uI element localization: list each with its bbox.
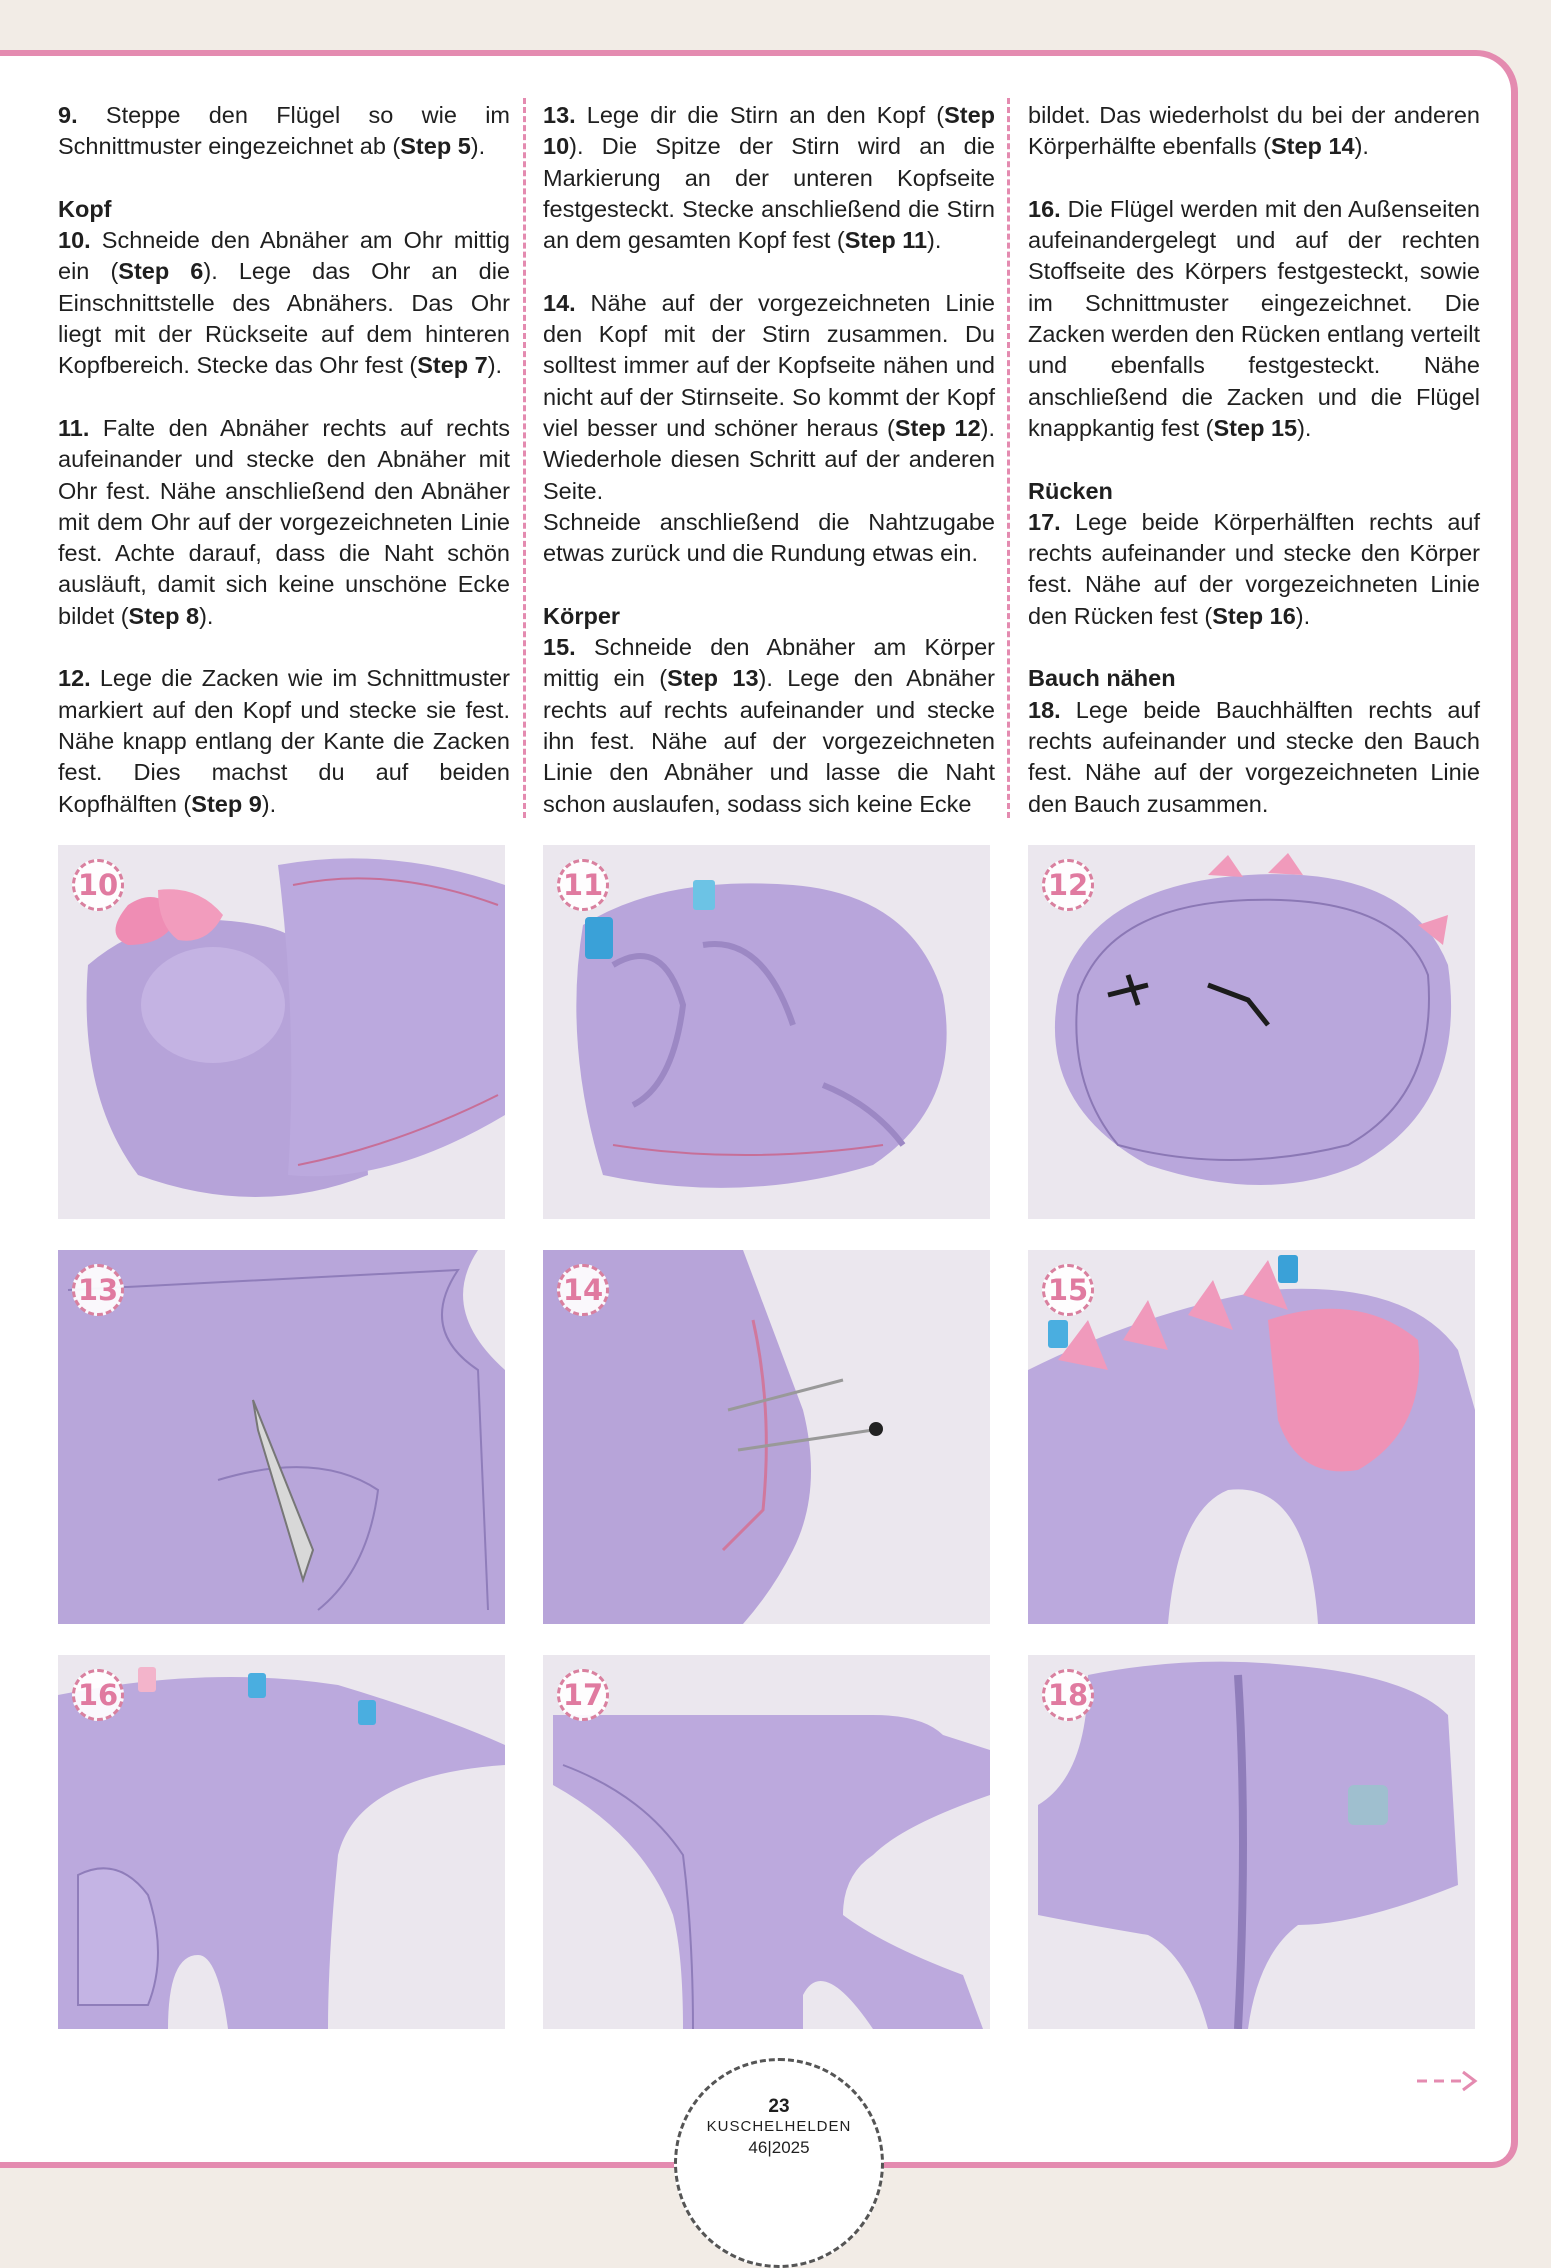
- step-13: 13. Lege dir die Stirn an den Kopf (Step 10). Die Spitze der Stirn wird an die Markierung an der unteren Kopfseite festgesteckt. Stecke anschließend die Stirn an dem gesamten Kopf fest (Step 11).: [543, 102, 995, 254]
- photo-step-10: [58, 845, 505, 1219]
- step-17: Rücken 17. Lege beide Körperhälften rechts auf rechts aufeinander und stecke den Körper fest. Nähe auf der vorgezeichneten Linie den Rücken fest (Step 16).: [1028, 477, 1480, 629]
- column-separator: [523, 98, 526, 818]
- step-15: Körper 15. Schneide den Abnäher am Körper mittig ein (Step 13). Lege den Abnäher rechts auf rechts aufeinander und stecke ihn fest. Nähe auf der vorgezeichneten Linie den Abnäher und lasse die Naht schon auslaufen, sodass sich keine Ecke: [543, 602, 996, 817]
- step-15-continued: bildet. Das wiederholst du bei der anderen Körperhälfte ebenfalls (Step 14).: [1028, 102, 1480, 160]
- photo-step-14: [543, 1250, 990, 1624]
- photo-step-18: [1028, 1655, 1475, 2029]
- step-badge: 10: [72, 859, 124, 911]
- photo-step-17: [543, 1655, 990, 2029]
- step-11: 11. Falte den Abnäher rechts auf rechts aufeinander und stecke den Abnäher mit Ohr fest. Nähe anschließend den Abnäher mit dem Ohr auf der vorgezeichneten Linie fest. Achte darauf, dass die Naht schön ausläuft, damit sich keine unschöne Ecke bildet (Step 8).: [58, 414, 510, 629]
- step-badge: 17: [557, 1669, 609, 1721]
- step-9: 9. Steppe den Flügel so wie im Schnittmuster eingezeichnet ab (Step 5).: [58, 102, 510, 160]
- page-badge: [674, 2058, 884, 2268]
- step-badge: 13: [72, 1264, 124, 1316]
- step-badge: 16: [72, 1669, 124, 1721]
- text-column-2: [543, 100, 995, 820]
- section-heading-kopf: Kopf: [58, 195, 112, 222]
- section-heading-ruecken: Rücken: [1028, 477, 1113, 504]
- magazine-name: KUSCHELHELDEN: [706, 2118, 852, 2135]
- section-heading-koerper: Körper: [543, 602, 621, 629]
- step-badge: 12: [1042, 859, 1094, 911]
- photo-step-13: [58, 1250, 505, 1624]
- column-separator: [1007, 98, 1010, 818]
- step-18: Bauch nähen 18. Lege beide Bauchhälften rechts auf rechts aufeinander und stecke den Bauch fest. Nähe auf der vorgezeichneten Linie den Bauch zusammen.: [1028, 665, 1480, 817]
- step-12: 12. Lege die Zacken wie im Schnittmuster markiert auf den Kopf und stecke sie fest. Nähe knapp entlang der Kante die Zacken fest. Dies machst du auf beiden Kopfhälften (Step 9).: [58, 665, 510, 817]
- photo-step-11: [543, 845, 990, 1219]
- text-column-1: [58, 100, 510, 820]
- issue-number: 46|2025: [748, 2138, 810, 2157]
- photo-step-16: [58, 1655, 505, 2029]
- next-page-arrow-icon[interactable]: [1415, 2066, 1485, 2096]
- step-16: 16. Die Flügel werden mit den Außenseiten aufeinandergelegt und auf der rechten Stoffseite des Körpers festgesteckt, sowie im Schnittmuster eingezeichnet. Die Zacken werden den Rücken entlang verteilt und ebenfalls festgesteckt. Nähe anschließend die Zacken und die Flügel knappkantig fest (Step 15).: [1028, 195, 1480, 441]
- text-column-3: [1028, 100, 1480, 820]
- step-badge: 11: [557, 859, 609, 911]
- photo-step-12: [1028, 845, 1475, 1219]
- step-14: 14. Nähe auf der vorgezeichneten Linie den Kopf mit der Stirn zusammen. Du solltest immer auf der Kopfseite nähen und nicht auf der Stirnseite. So kommt der Kopf viel besser und schöner heraus (Step 12). Wiederhole diesen Schritt auf der anderen Seite. Schneide anschließend die Nahtzugabe etwas zurück und die Rundung etwas ein.: [543, 289, 995, 567]
- step-badge: 18: [1042, 1669, 1094, 1721]
- page-number: 23: [768, 2096, 790, 2117]
- section-heading-bauch: Bauch nähen: [1028, 665, 1176, 692]
- step-badge: 14: [557, 1264, 609, 1316]
- photo-step-15: [1028, 1250, 1475, 1624]
- step-badge: 15: [1042, 1264, 1094, 1316]
- step-10: Kopf 10. Schneide den Abnäher am Ohr mittig ein (Step 6). Lege das Ohr an die Einschnittstelle des Abnähers. Das Ohr liegt mit der Rückseite auf dem hinteren Kopfbereich. Stecke das Ohr fest (Step 7).: [58, 195, 511, 379]
